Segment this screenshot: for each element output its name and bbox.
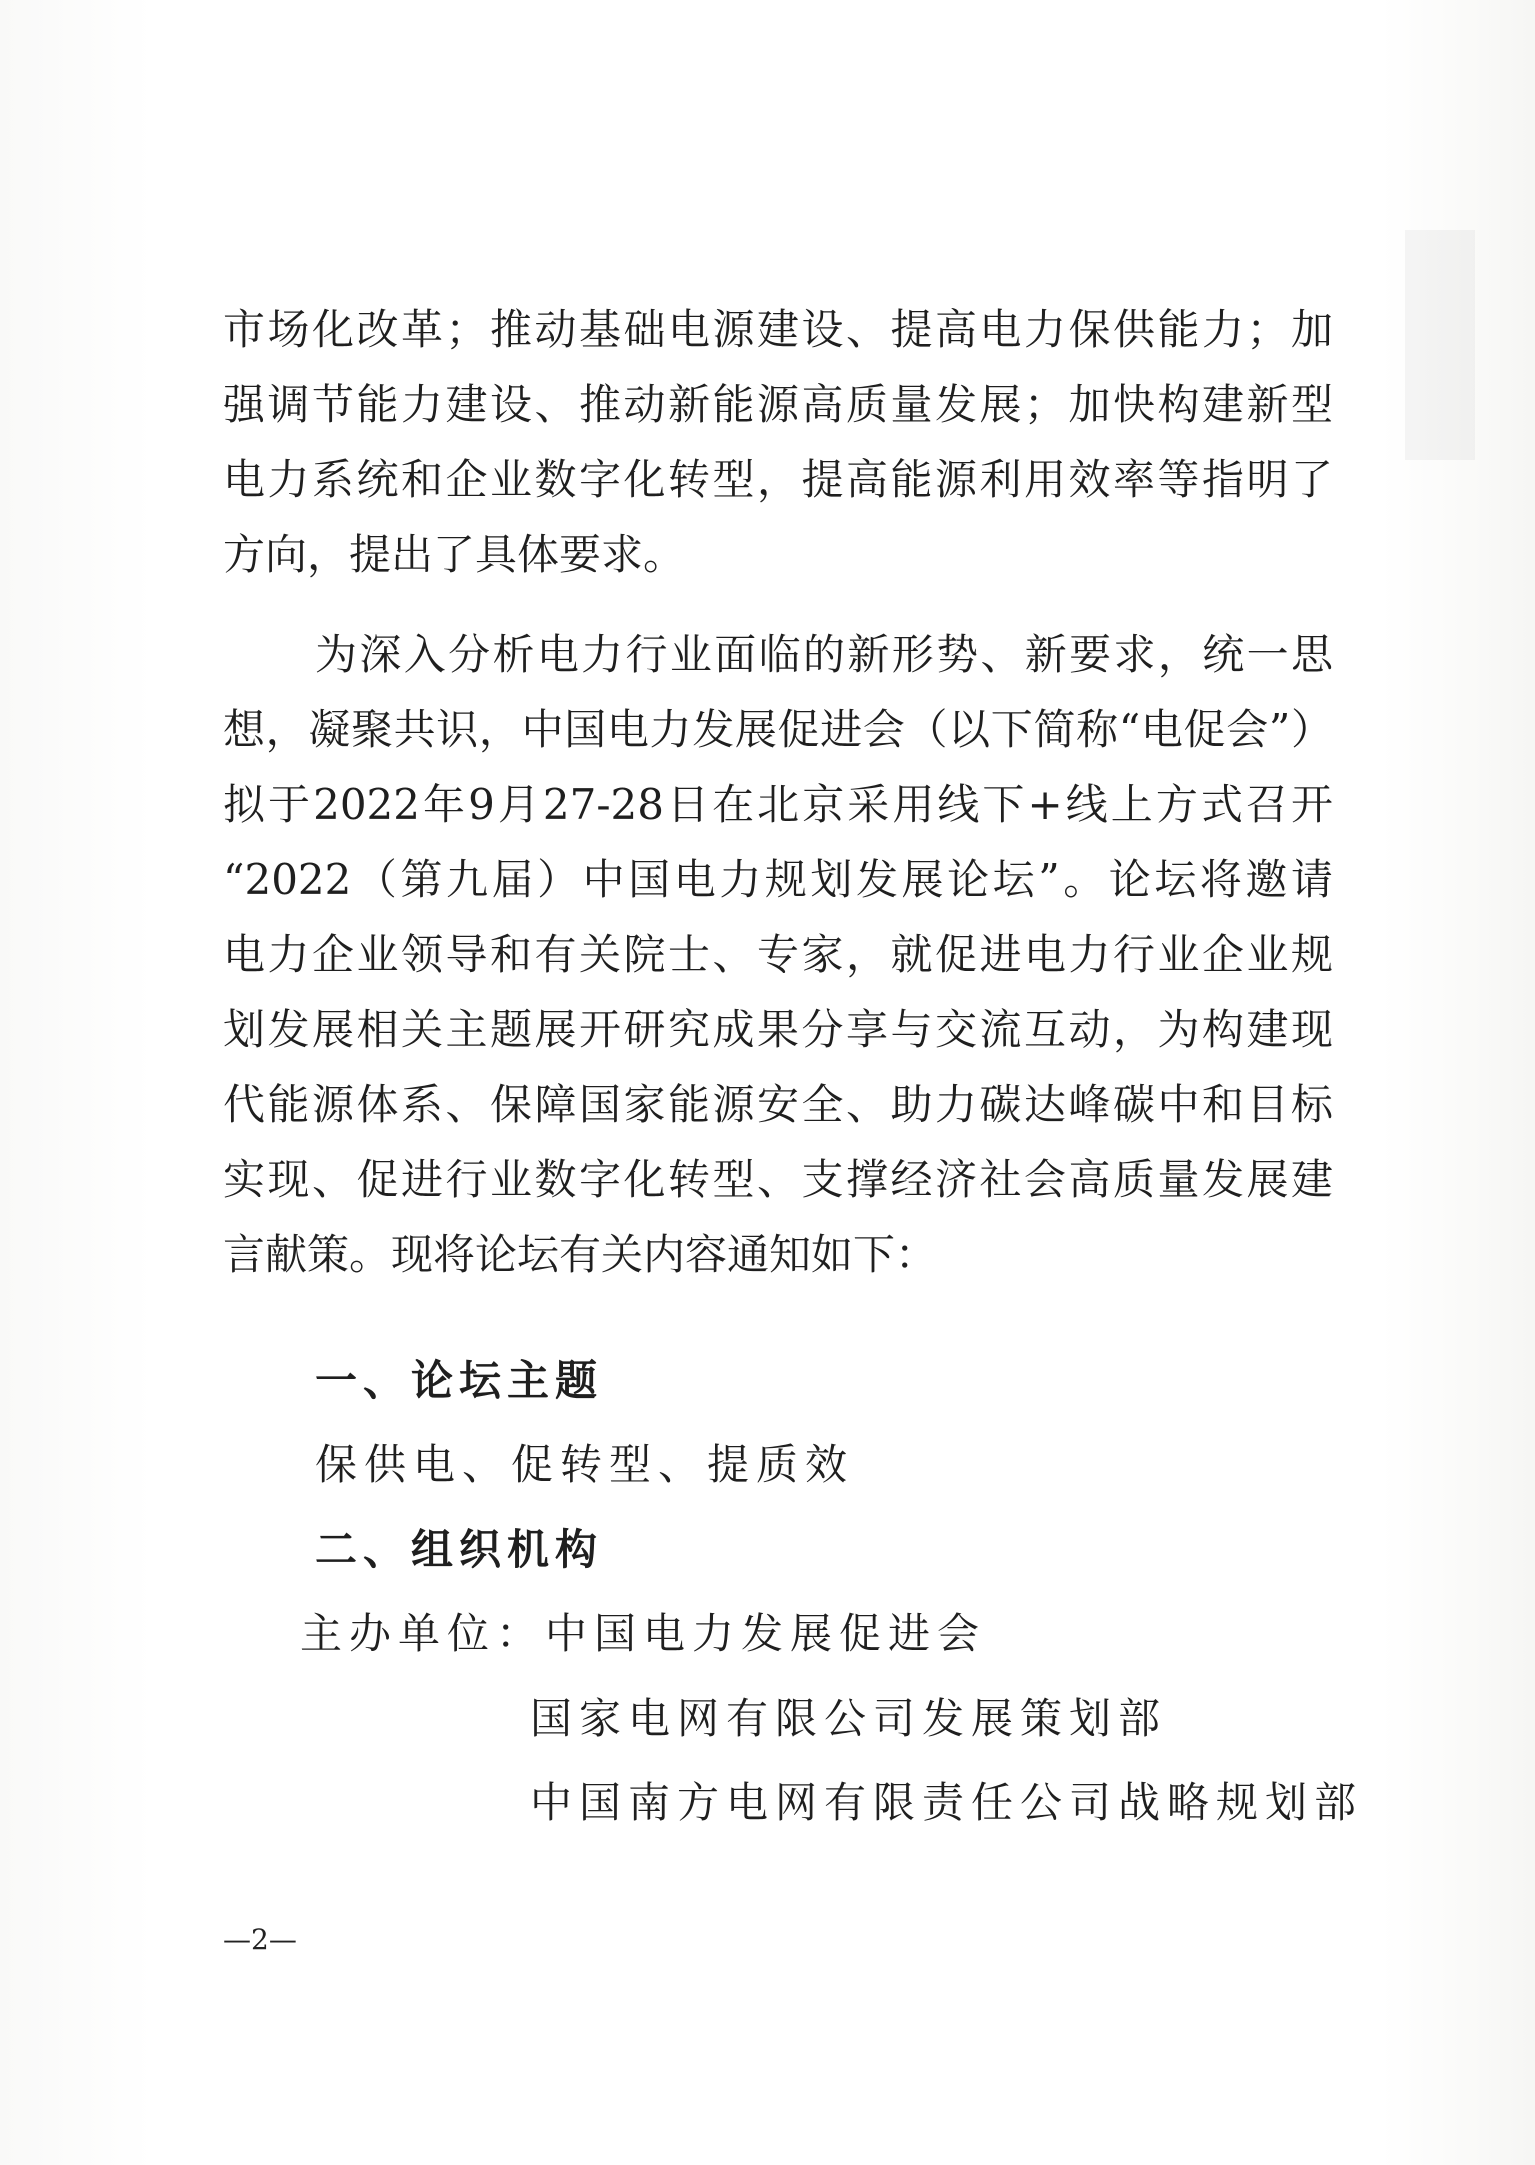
theme-text: 保供电、促转型、提质效 <box>315 1440 855 1489</box>
body-line-5: 为深入分析电力行业面临的新形势、新要求，统一思 <box>315 630 1333 679</box>
body-line-1: 市场化改革；推动基础电源建设、提高电力保供能力；加 <box>223 305 1333 354</box>
body-line-7: 拟于2022年9月27-28日在北京采用线下+线上方式召开 <box>223 780 1333 829</box>
body-line-9: 电力企业领导和有关院士、专家，就促进电力行业企业规 <box>223 930 1333 979</box>
body-line-4: 方向，提出了具体要求。 <box>223 530 686 579</box>
scan-shadow <box>1405 230 1475 460</box>
body-line-10: 划发展相关主题展开研究成果分享与交流互动，为构建现 <box>223 1005 1333 1054</box>
body-line-8: “2022（第九届）中国电力规划发展论坛”。论坛将邀请 <box>223 855 1333 904</box>
body-line-2: 强调节能力建设、推动新能源高质量发展；加快构建新型 <box>223 380 1333 429</box>
organizer-line-2: 国家电网有限公司发展策划部 <box>530 1694 1168 1743</box>
body-line-12: 实现、促进行业数字化转型、支撑经济社会高质量发展建 <box>223 1155 1333 1204</box>
section-heading-organizers: 二、组织机构 <box>315 1525 604 1574</box>
body-line-13: 言献策。现将论坛有关内容通知如下： <box>223 1230 938 1279</box>
page-number: —2— <box>223 1923 297 1956</box>
body-line-6: 想，凝聚共识，中国电力发展促进会（以下简称“电促会”） <box>223 705 1333 754</box>
organizer-line-1: 主办单位：中国电力发展促进会 <box>300 1609 987 1658</box>
organizer-line-3: 中国南方电网有限责任公司战略规划部 <box>530 1778 1364 1827</box>
body-line-3: 电力系统和企业数字化转型，提高能源利用效率等指明了 <box>223 455 1333 504</box>
section-heading-theme: 一、论坛主题 <box>315 1356 604 1405</box>
body-line-11: 代能源体系、保障国家能源安全、助力碳达峰碳中和目标 <box>223 1080 1333 1129</box>
